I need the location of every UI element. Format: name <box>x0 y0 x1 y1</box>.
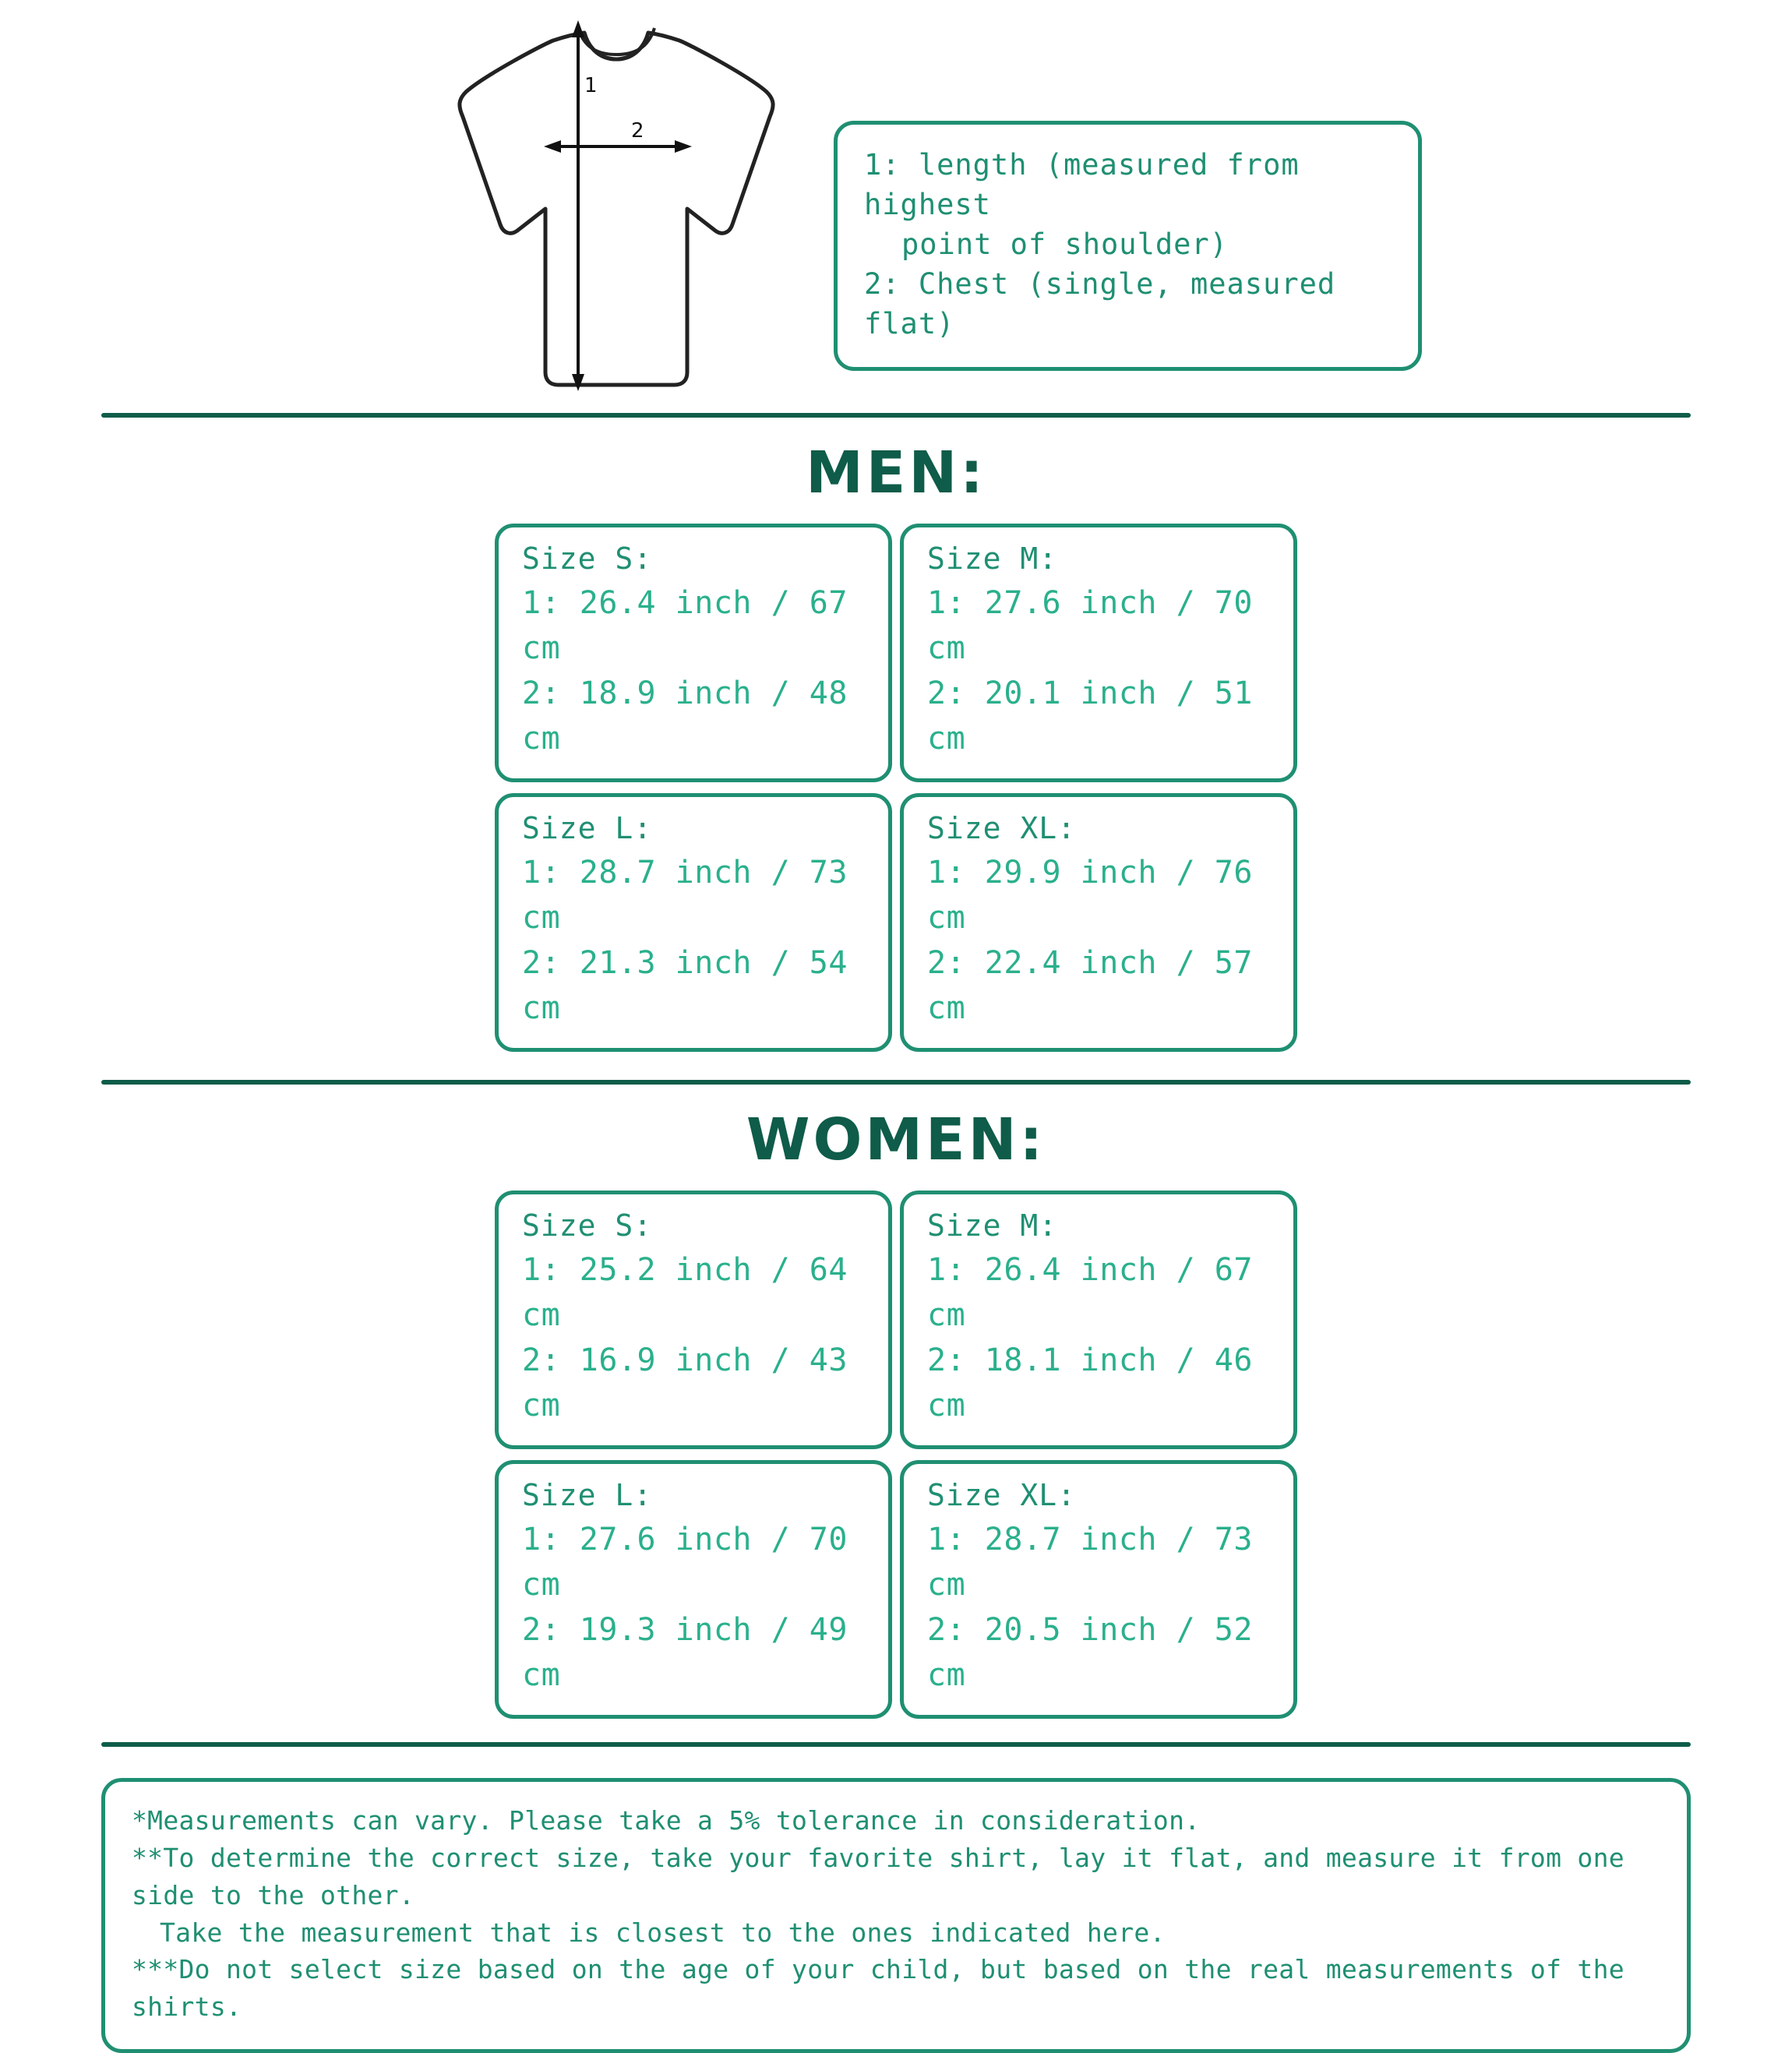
size-card-chest: 2: 19.3 inch / 49 cm <box>522 1612 848 1693</box>
size-card <box>900 1460 1297 1719</box>
legend-line-1b: point of shoulder) <box>901 228 1228 262</box>
divider-middle <box>101 1080 1691 1085</box>
size-card-title: Size M: <box>927 1208 1058 1243</box>
size-card-grid-men <box>495 524 1297 1052</box>
size-card-length: 1: 28.7 inch / 73 cm <box>927 1522 1253 1603</box>
size-card-length: 1: 25.2 inch / 64 cm <box>522 1252 848 1333</box>
divider-top <box>101 413 1691 418</box>
size-card-title: Size M: <box>927 541 1058 576</box>
size-card-grid-women <box>495 1191 1297 1719</box>
size-card-length: 1: 28.7 inch / 73 cm <box>522 855 848 936</box>
size-card-title: Size XL: <box>927 811 1077 845</box>
size-card-chest: 2: 16.9 inch / 43 cm <box>522 1342 848 1423</box>
size-card-chest: 2: 18.1 inch / 46 cm <box>927 1342 1253 1423</box>
size-card-title: Size S: <box>522 1208 653 1243</box>
size-card <box>495 793 892 1052</box>
size-card-chest: 2: 20.1 inch / 51 cm <box>927 676 1253 757</box>
size-card-length: 1: 29.9 inch / 76 cm <box>927 855 1253 936</box>
size-card <box>495 524 892 782</box>
diagram-label-chest: 2 <box>631 119 644 143</box>
notes-box <box>101 1778 1691 2053</box>
size-card <box>495 1191 892 1449</box>
size-card-title: Size L: <box>522 1478 653 1512</box>
diagram-label-length: 1 <box>584 74 598 97</box>
size-card <box>495 1460 892 1719</box>
size-card-title: Size L: <box>522 811 653 845</box>
size-card <box>900 524 1297 782</box>
size-card-chest: 2: 20.5 inch / 52 cm <box>927 1612 1253 1693</box>
note-2b: Take the measurement that is closest to the ones indicated here. <box>160 1917 1166 1948</box>
size-card-length: 1: 27.6 inch / 70 cm <box>522 1522 848 1603</box>
size-card-length: 1: 27.6 inch / 70 cm <box>927 585 1253 666</box>
legend-line-1: 1: length (measured from highest <box>864 148 1318 222</box>
divider-bottom <box>101 1742 1691 1747</box>
diagram-area <box>0 0 1792 413</box>
note-3: ***Do not select size based on the age of your child, but based on the real measurements of the shirts. <box>132 1954 1624 2023</box>
shirt-diagram <box>436 8 795 397</box>
legend-box <box>834 121 1422 371</box>
note-1: *Measurements can vary. Please take a 5% tolerance in consideration. <box>132 1805 1201 1836</box>
size-card-chest: 2: 18.9 inch / 48 cm <box>522 676 848 757</box>
section-title-men: MEN: <box>806 439 986 506</box>
size-card-chest: 2: 21.3 inch / 54 cm <box>522 945 848 1026</box>
note-2: **To determine the correct size, take your favorite shirt, lay it flat, and measure it from one side to the other. <box>132 1842 1624 1910</box>
size-card-title: Size XL: <box>927 1478 1077 1512</box>
legend-line-2: 2: Chest (single, measured flat) <box>864 267 1354 341</box>
size-card-length: 1: 26.4 inch / 67 cm <box>522 585 848 666</box>
section-women <box>0 1106 1792 1742</box>
size-card-length: 1: 26.4 inch / 67 cm <box>927 1252 1253 1333</box>
size-card-title: Size S: <box>522 541 653 576</box>
size-card <box>900 1191 1297 1449</box>
section-title-women: WOMEN: <box>746 1106 1046 1173</box>
size-card <box>900 793 1297 1052</box>
size-card-chest: 2: 22.4 inch / 57 cm <box>927 945 1253 1026</box>
section-men <box>0 439 1792 1080</box>
